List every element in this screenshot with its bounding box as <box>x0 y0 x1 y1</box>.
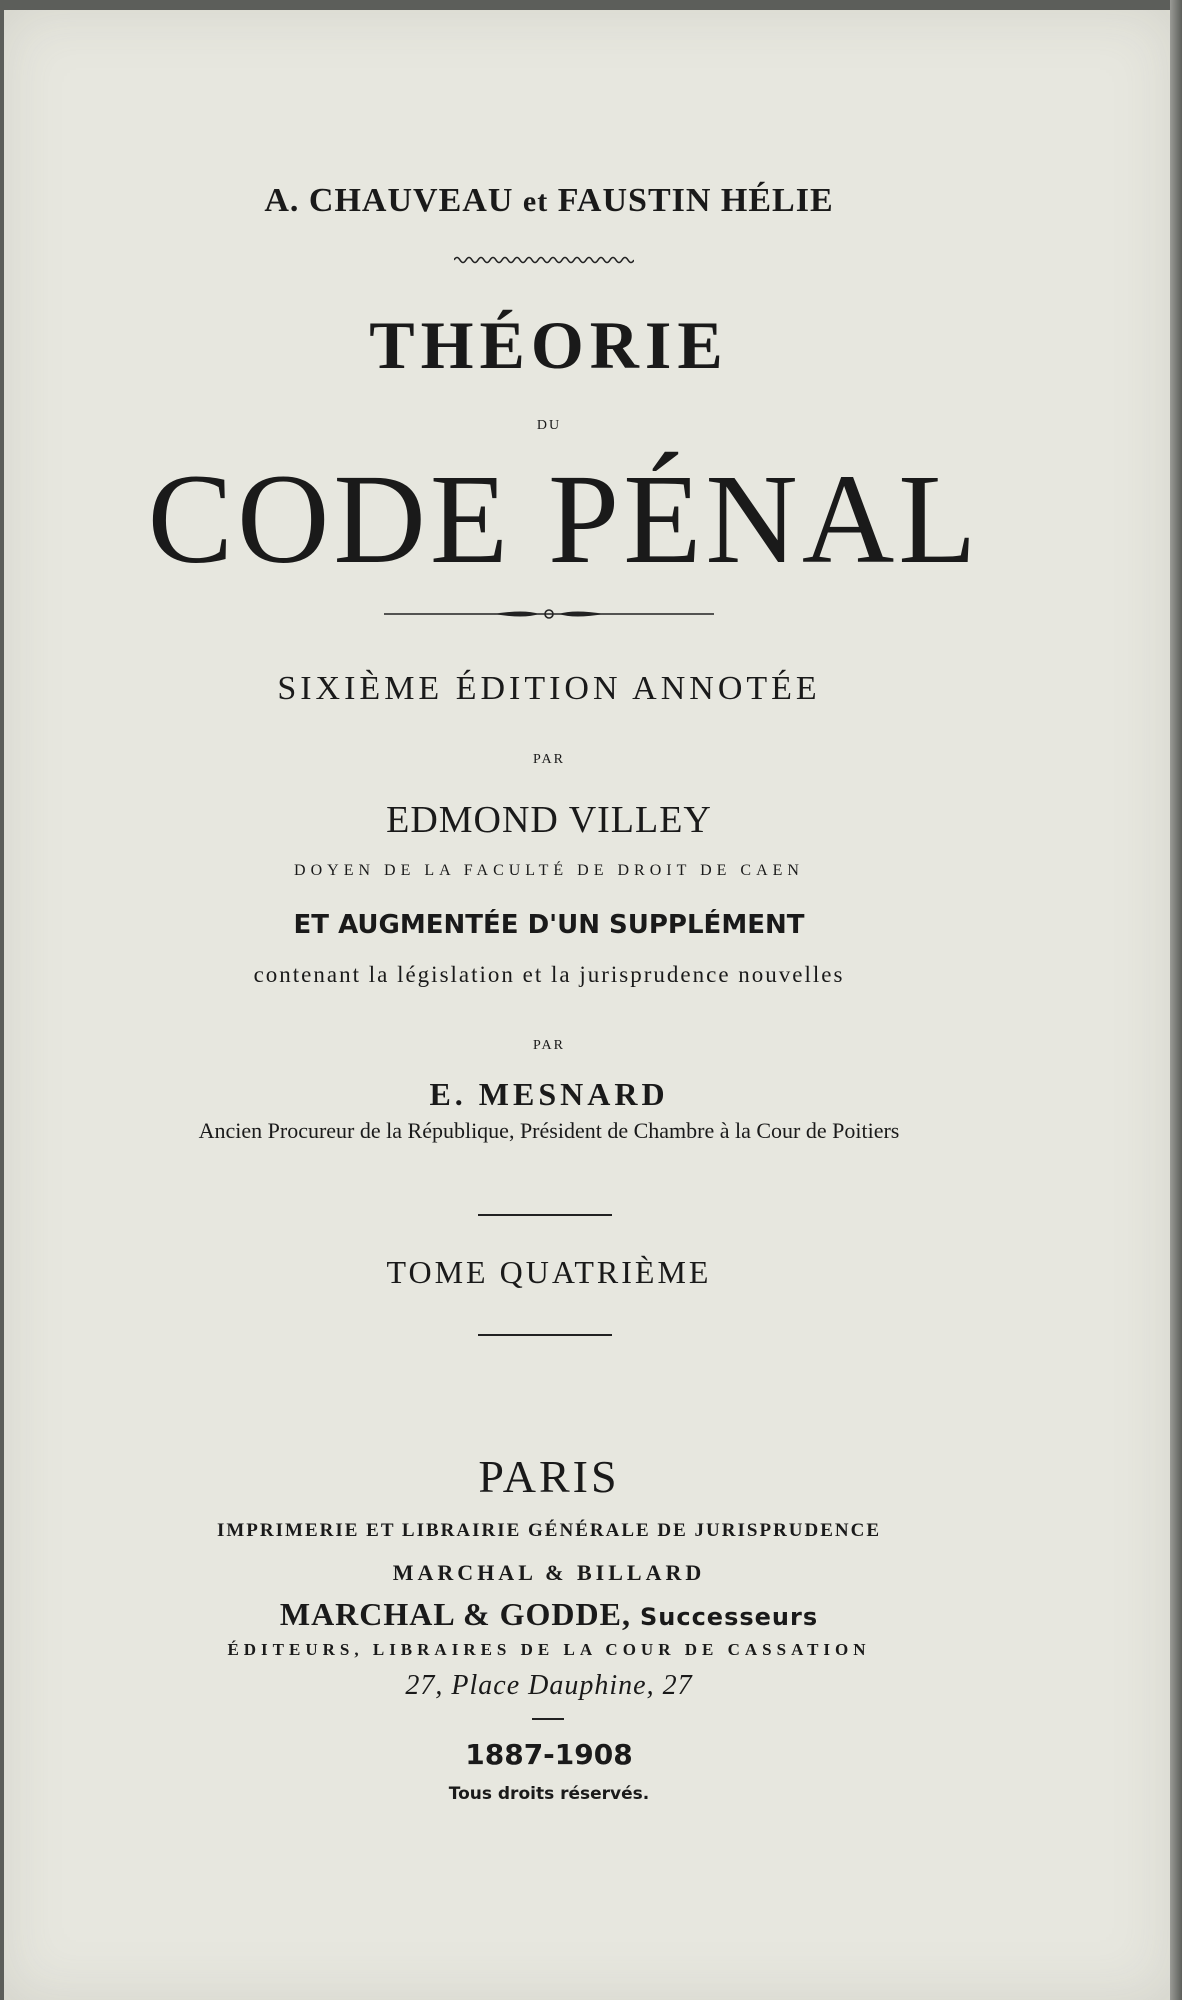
volume-label: TOME QUATRIÈME <box>386 1254 712 1290</box>
supplement-author: E. MESNARD <box>429 1076 669 1112</box>
wavy-rule-ornament <box>454 254 634 266</box>
annotator-role: DOYEN DE LA FACULTÉ DE DROIT DE CAEN <box>294 862 804 879</box>
imprint-publisher-old: MARCHAL & BILLARD <box>392 1560 706 1585</box>
imprint-address: 27, Place Dauphine, 27 <box>405 1670 693 1701</box>
imprint-publisher-role: ÉDITEURS, LIBRAIRES DE LA COUR DE CASSATION <box>227 1640 871 1659</box>
annotator-name: EDMOND VILLEY <box>386 799 712 841</box>
authors-line <box>4 182 1094 220</box>
ornamental-divider <box>384 606 714 622</box>
par-label-2: PAR <box>533 1038 565 1053</box>
authors-conjunction: et <box>522 185 549 218</box>
supplement-author-role: Ancien Procureur de la République, Président de Chambre à la Cour de Poitiers <box>198 1118 900 1143</box>
divider-rule-bottom <box>478 1334 612 1336</box>
imprint-printer: IMPRIMERIE ET LIBRAIRIE GÉNÉRALE DE JURISPRUDENCE <box>216 1520 882 1541</box>
divider-rule-top <box>478 1214 612 1216</box>
author-chauveau: A. CHAUVEAU <box>264 182 514 219</box>
imprint-rights: Tous droits réservés. <box>448 1784 650 1804</box>
supplement-line: ET AUGMENTÉE D'UN SUPPLÉMENT <box>293 910 805 940</box>
page-edge-shadow <box>1170 0 1182 2000</box>
supplement-detail: contenant la législation et la jurisprudence nouvelles <box>253 962 845 987</box>
edition-line: SIXIÈME ÉDITION ANNOTÉE <box>277 670 821 707</box>
imprint-city: PARIS <box>478 1451 620 1502</box>
title-code-penal: CODE PÉNAL <box>147 448 981 590</box>
imprint-publisher-new <box>4 1596 1094 1633</box>
divider-rule-small <box>532 1718 564 1720</box>
title-theorie: THÉORIE <box>369 307 729 383</box>
imprint-years: 1887-1908 <box>465 1738 633 1771</box>
title-page <box>4 10 1172 2000</box>
par-label-1: PAR <box>533 752 565 767</box>
publisher-new-name: MARCHAL & GODDE, <box>279 1596 631 1632</box>
title-du: DU <box>536 418 562 433</box>
publisher-new-suffix: Successeurs <box>639 1603 819 1631</box>
author-helie: FAUSTIN HÉLIE <box>557 182 834 219</box>
